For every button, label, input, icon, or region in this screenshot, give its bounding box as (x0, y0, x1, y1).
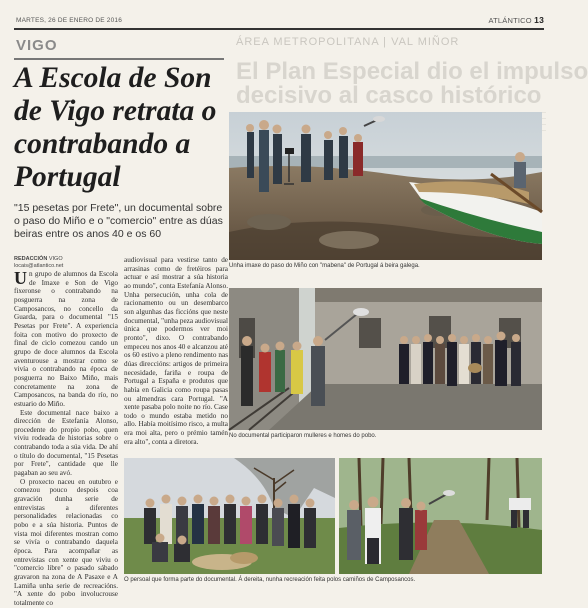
photo-river-crossing-image (229, 112, 542, 260)
header-rule (14, 28, 544, 30)
drop-cap: U (14, 268, 27, 288)
photo-village-scene (229, 288, 542, 430)
paragraph-1-text: n grupo de alumnos da Escola de Imaxe e Son de Vigo fixeronse o contrabando na posguerra na zona de Camposancos, no concello da Guarda, para o documental "15 Pesetas por Frete". A experiencia foita con motivo do proxecto de final de ciclo comezou cando un grupo de doce alumnos da Escola aventurouse a mostrar como se vivía o contrabando na época de posguerra no Baixo Miño, mais concretamente na zona de Camposancos, na banda do río, no estuario do Miño. (14, 270, 118, 408)
paragraph-3: O proxecto naceu en outubro e comezou pouco despois coa gravación dunha serie de entrevistas a diferentes personalidades relacionadas co pobo e a súa historia. Puntos de vista moi diferentes mostran como se vivía o contrabando daquela época. Para acompañar as entrevistas con xente que viviu o "comercio libre" o pasado sábado gravaron na zona de A Pasaxe e A Lamiña unha serie de recreacións. "A xente do pobo involucrouse totalmente co (14, 477, 118, 607)
article-headline: A Escola de Son de Vigo retrata o contrabando a Portugal (14, 62, 217, 193)
photo-forest-path (339, 458, 542, 574)
caption-village-scene: No documental participaron mulleres e homes do pobo. (229, 433, 377, 439)
photo-village-scene-image (229, 288, 542, 430)
bleed-through-headline-2: decisivo al casco histórico (236, 82, 542, 109)
paragraph-4: audiovisual para vestirse tanto de arrasinas como de fretéiros para actuar e así mostrar a súa historia ao mundo", conta Estefanía Alonso. Unha persecución, unha cola de racionamento ou un desembarco son algunhas das ficcións que neste documental, "unha peza audiovisual única que podermos ver moi pronto", dixo. O contrabando empeceu nos anos 40 e alcanzou até os 60 estivo a pleno rendimento nas dúas direccións: artigos de primeira necesidade, fariña e roupa de Portugal a España e produtos que había en Galicia como roupa pasas ou almendras cara Portugal. "A xente pasaba polo noite no río. Case todo o mundo estaba metido no allo. Había moitísimo risco, a multa era moi alta, pero o prémio tamén era alto", conta a diretora. (124, 256, 228, 446)
caption-river-crossing: Unha imaxe do paso do Miño con "mabena" de Portugal á beira galega. (229, 263, 420, 269)
photo-crew-group (124, 458, 335, 574)
photo-river-crossing (229, 112, 542, 260)
bleed-through-headline-1: El Plan Especial dio el impulso (236, 58, 588, 85)
paragraph-2: Este documental nace baixo a dirección de Estefanía Alonso, procedente do propio pobo, quen viviu rodeada de historias sobre o contrabando toda a súa vida. De ahí o título do documental, "15 Pesetas por Frete", cantidade que lle pagaban ao seu avó. (14, 408, 118, 478)
publication-name (489, 15, 545, 25)
body-column-1 (14, 268, 118, 607)
issue-date: MARTES, 26 DE ENERO DE 2016 (16, 17, 123, 24)
photo-forest-path-image (339, 458, 542, 574)
section-title: VIGO (16, 37, 58, 54)
byline-label: REDACCIÓN (14, 256, 48, 262)
article-standfirst: "15 pesetas por Frete", un documental sobre o paso do Miño e o "comercio" entre as dúas beiras entre os anos 40 e os 60 (14, 202, 223, 240)
bleed-through-strip: ÁREA METROPOLITANA | VAL MIÑOR (236, 36, 460, 48)
byline-email: locais@atlantico.net (14, 263, 64, 269)
body-column-2 (124, 256, 228, 446)
paragraph-1 (14, 270, 118, 409)
caption-crew-and-recreation: O persoal que forma parte do documental. Á dereita, nunha recreación feita polos camiños de Camposancos. (124, 577, 416, 583)
photo-crew-group-image (124, 458, 335, 574)
running-header (16, 15, 544, 27)
publication-title: ATLÁNTICO (488, 16, 532, 25)
section-rule (14, 58, 224, 60)
page-number: 13 (534, 15, 544, 25)
byline (14, 256, 118, 270)
byline-city: VIGO (48, 256, 63, 262)
